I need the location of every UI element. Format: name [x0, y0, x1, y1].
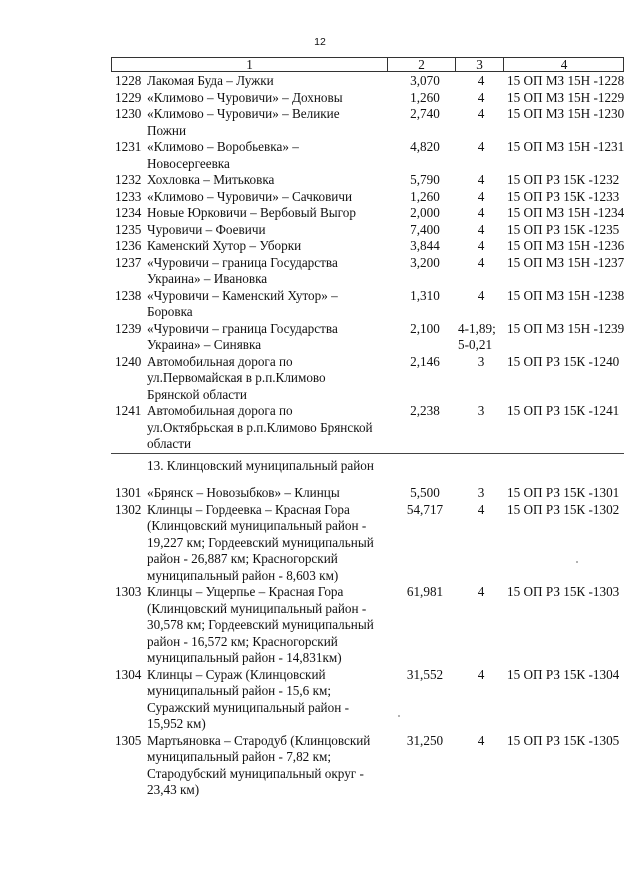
road-name-line: муниципальный район - 8,603 км): [147, 567, 339, 583]
road-length: 2,740: [410, 106, 440, 121]
road-name-line: район - 26,887 км; Красногорский: [147, 551, 338, 566]
road-name-line: ул.Октябрьская в р.п.Климово Брянской: [147, 419, 373, 435]
road-category: 4: [477, 287, 485, 303]
road-name: [147, 238, 387, 255]
road-name-line: 23,43 км): [147, 782, 200, 797]
road-name-line: «Брянск – Новозыбков» – Клинцы: [147, 485, 340, 500]
road-category: 4: [477, 221, 485, 237]
road-category: 4: [477, 205, 485, 220]
road-name-line: Автомобильная дорога по: [147, 353, 293, 369]
road-category: 4: [477, 73, 485, 88]
road-code: 15 ОП РЗ 15К -1301: [507, 485, 620, 500]
road-category: 4-1,89; 5-0,21: [458, 320, 496, 352]
road-number: 1302: [115, 501, 142, 517]
road-category: 4: [477, 501, 485, 517]
road-name: [147, 172, 387, 189]
road-name-line: муниципальный район - 7,82 км;: [147, 749, 331, 764]
header-col-2: 2: [418, 57, 425, 72]
road-length: 2,146: [410, 353, 440, 369]
road-code: 15 ОП МЗ 15Н -1228: [507, 73, 625, 88]
road-code: 15 ОП МЗ 15Н -1239: [507, 320, 625, 336]
road-name: [147, 205, 387, 222]
road-name: [147, 288, 387, 321]
road-name-line: Клинцы – Сураж (Клинцовский: [147, 666, 326, 682]
road-name-line: Хохловка – Митьковка: [147, 172, 275, 187]
road-name-line: муниципальный район - 15,6 км;: [147, 683, 331, 698]
road-name: [147, 502, 387, 585]
road-category: 4: [477, 139, 485, 154]
header-col-4: 4: [560, 57, 568, 72]
road-category: 4: [477, 732, 485, 748]
road-number: 1231: [115, 139, 142, 154]
road-name-line: области: [147, 436, 192, 451]
road-name-line: район - 16,572 км; Красногорский: [147, 633, 338, 649]
road-number: 1240: [115, 353, 142, 369]
road-category: 4: [477, 188, 485, 204]
road-category: 3: [477, 353, 485, 369]
road-name: [147, 733, 387, 799]
road-category: 4: [477, 254, 485, 270]
road-code: 15 ОП МЗ 15Н -1237: [507, 254, 625, 270]
road-name-line: «Климово – Чуровичи» – Сачковичи: [147, 188, 353, 204]
road-category: 4: [477, 172, 485, 187]
road-name-line: Мартьяновка – Стародуб (Клинцовский: [147, 732, 371, 748]
road-name-line: «Чуровичи – граница Государства: [147, 320, 338, 336]
page-number: 12: [314, 36, 326, 48]
road-name-line: Боровка: [147, 304, 193, 319]
road-code: 15 ОП РЗ 15К -1305: [507, 732, 620, 748]
road-code: 15 ОП РЗ 15К -1235: [507, 221, 620, 237]
road-code: 15 ОП РЗ 15К -1303: [507, 584, 620, 599]
road-name-line: (Клинцовский муниципальный район -: [147, 600, 367, 616]
road-name-line: Лакомая Буда – Лужки: [147, 73, 274, 88]
road-name-line: муниципальный район - 14,831км): [147, 650, 342, 665]
road-code: 15 ОП РЗ 15К -1233: [507, 188, 620, 204]
road-length: 7,400: [410, 221, 440, 237]
road-length: 2,000: [410, 205, 440, 220]
section-title: 13. Клинцовский муниципальный район: [147, 458, 374, 473]
road-name-line: (Клинцовский муниципальный район -: [147, 518, 367, 533]
road-length: 31,250: [406, 732, 444, 748]
road-name-line: Украина» – Ивановка: [147, 271, 268, 286]
road-name: [147, 584, 387, 667]
road-number: 1229: [115, 89, 142, 105]
road-category: 4: [477, 584, 485, 599]
road-length: 1,260: [410, 188, 440, 204]
road-name: [147, 667, 387, 733]
road-code: 15 ОП РЗ 15К -1241: [507, 403, 620, 418]
road-name: [147, 403, 387, 453]
road-length: 3,070: [410, 73, 440, 88]
road-length: 5,500: [410, 485, 440, 500]
road-code: 15 ОП МЗ 15Н -1229: [507, 89, 625, 105]
road-number: 1233: [115, 188, 142, 204]
road-number: 1232: [115, 172, 142, 187]
road-name: [147, 222, 387, 239]
road-number: 1234: [115, 205, 142, 220]
road-number: 1235: [115, 221, 142, 237]
road-length: 31,552: [406, 666, 444, 682]
road-number: 1236: [115, 238, 142, 253]
road-name-line: «Климово – Чуровичи» – Дохновы: [147, 89, 343, 105]
road-number: 1239: [115, 320, 142, 336]
road-number: 1301: [115, 485, 142, 500]
road-number: 1241: [115, 403, 142, 418]
road-length: 5,790: [410, 172, 440, 187]
road-name: [147, 73, 387, 90]
road-category: 4: [477, 106, 485, 121]
road-length: 54,717: [406, 501, 444, 517]
road-name-line: Каменский Хутор – Уборки: [147, 238, 302, 253]
road-name: [147, 139, 387, 172]
section-divider: [111, 453, 624, 454]
road-name-line: Суражский муниципальный район -: [147, 699, 349, 715]
road-name-line: Стародубский муниципальный округ -: [147, 765, 364, 781]
road-number: 1303: [115, 584, 142, 599]
road-name-line: Новосергеевка: [147, 155, 230, 171]
road-name-line: Украина» – Синявка: [147, 337, 262, 352]
road-length: 1,260: [410, 89, 440, 105]
road-number: 1237: [115, 254, 142, 270]
road-name-line: Клинцы – Гордеевка – Красная Гора: [147, 501, 350, 517]
road-category: 4: [477, 666, 485, 682]
road-name-line: 30,578 км; Гордеевский муниципальный: [147, 617, 374, 632]
road-name-line: 19,227 км; Гордеевский муниципальный: [147, 534, 374, 550]
road-length: 61,981: [406, 584, 444, 599]
road-name: [147, 90, 387, 107]
road-name: [147, 485, 387, 502]
road-length: 4,820: [410, 139, 440, 154]
road-number: 1304: [115, 666, 142, 682]
road-category: 3: [477, 485, 485, 500]
road-name: [147, 189, 387, 206]
header-col-3: 3: [476, 57, 483, 72]
road-code: 15 ОП МЗ 15Н -1236: [507, 238, 625, 253]
header-col-1: 1: [246, 57, 253, 72]
road-code: 15 ОП МЗ 15Н -1238: [507, 287, 625, 303]
road-name-line: Пожни: [147, 122, 187, 138]
scan-speck: [576, 561, 578, 563]
road-code: 15 ОП МЗ 15Н -1234: [507, 205, 625, 220]
road-name: [147, 255, 387, 288]
road-category: 4: [477, 238, 485, 253]
road-category: 4: [477, 89, 485, 105]
road-length: 2,238: [410, 403, 440, 418]
road-length: 3,200: [410, 254, 440, 270]
road-code: 15 ОП МЗ 15Н -1230: [507, 106, 625, 121]
road-code: 15 ОП РЗ 15К -1302: [507, 501, 620, 517]
road-name-line: «Чуровичи – Каменский Хутор» –: [147, 287, 338, 303]
road-name-line: «Климово – Чуровичи» – Великие: [147, 106, 340, 121]
road-number: 1238: [115, 287, 142, 303]
road-number: 1305: [115, 732, 142, 748]
road-category: 3: [477, 403, 485, 418]
road-length: 2,100: [410, 320, 440, 336]
road-name-line: Чуровичи – Фоевичи: [147, 221, 266, 237]
road-length: 1,310: [410, 287, 440, 303]
road-name-line: ул.Первомайская в р.п.Климово: [147, 370, 326, 385]
road-name-line: «Чуровичи – граница Государства: [147, 254, 338, 270]
road-number: 1228: [115, 73, 142, 88]
road-code: 15 ОП РЗ 15К -1240: [507, 353, 620, 369]
road-code: 15 ОП МЗ 15Н -1231: [507, 139, 625, 154]
road-code: 15 ОП РЗ 15К -1232: [507, 172, 620, 187]
road-name-line: 15,952 км): [147, 716, 206, 731]
road-length: 3,844: [410, 238, 440, 253]
road-name-line: Автомобильная дорога по: [147, 403, 293, 418]
road-name-line: Брянской области: [147, 386, 247, 402]
scan-speck: [398, 715, 400, 717]
table-header: [111, 57, 624, 72]
road-name-line: «Климово – Воробьевка» –: [147, 139, 299, 154]
road-name: [147, 106, 387, 139]
road-name: [147, 354, 387, 404]
road-name-line: Новые Юрковичи – Вербовый Выгор: [147, 205, 356, 220]
road-name-line: Клинцы – Ущерпье – Красная Гора: [147, 584, 344, 599]
road-name: [147, 321, 387, 354]
road-number: 1230: [115, 106, 142, 121]
road-code: 15 ОП РЗ 15К -1304: [507, 666, 620, 682]
